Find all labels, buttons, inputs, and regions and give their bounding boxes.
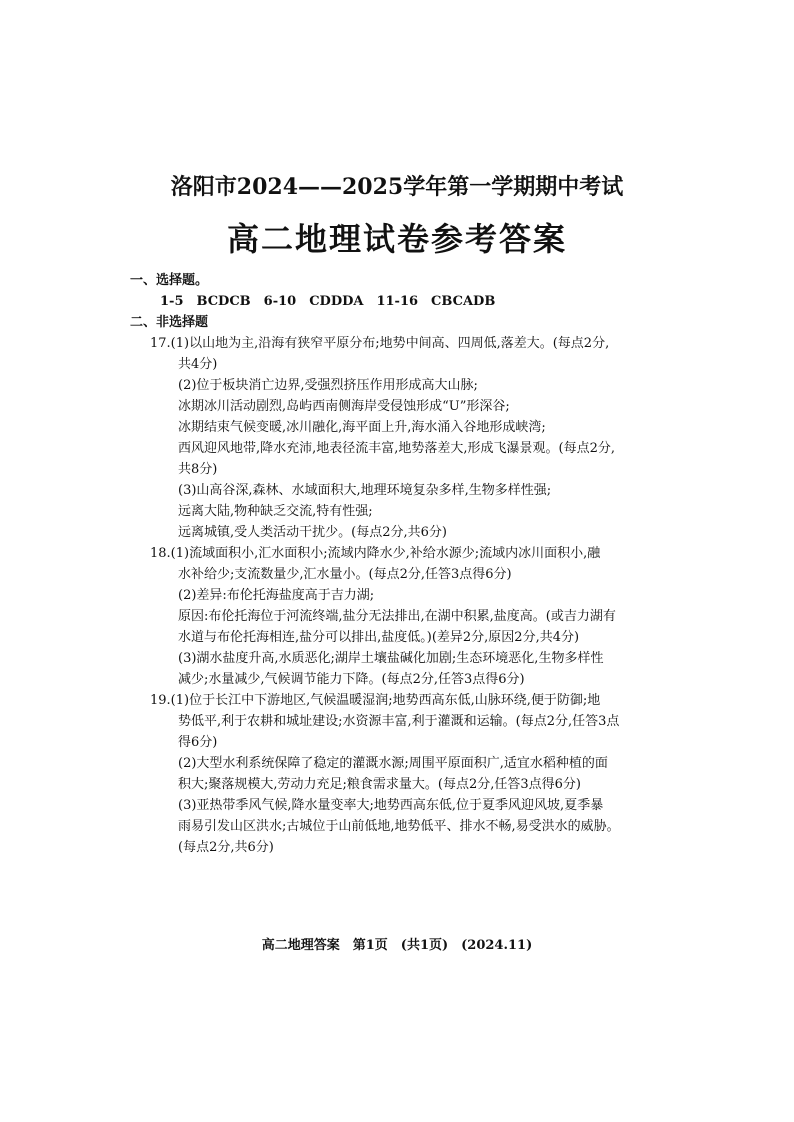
answer-line: 17.(1)以山地为主,沿海有狭窄平原分布;地势中间高、四周低,落差大。(每点2分,: [150, 336, 610, 351]
answer-line: (3)山高谷深,森林、水域面积大,地理环境复杂多样,生物多样性强;: [178, 483, 552, 498]
choice-answers: 1-5 BCDCB 6-10 CDDDA 11-16 CBCADB: [160, 294, 496, 309]
answer-line: 18.(1)流域面积小,汇水面积小;流域内降水少,补给水源少;流域内冰川面积小,融: [150, 546, 601, 561]
exam-title: 洛阳市2024——2025学年第一学期期中考试: [170, 174, 624, 200]
answer-line: 19.(1)位于长江中下游地区,气候温暖湿润;地势西高东低,山脉环绕,便于防御;地: [150, 693, 601, 708]
answer-line: 水补给少;支流数量少,汇水量小。(每点2分,任答3点得6分): [178, 567, 512, 582]
answer-line: 减少;水量减少,气候调节能力下降。(每点2分,任答3点得6分): [178, 672, 525, 687]
answer-line: (3)亚热带季风气候,降水量变率大;地势西高东低,位于夏季风迎风坡,夏季暴: [178, 798, 604, 813]
answer-line: 冰期结束气候变暖,冰川融化,海平面上升,海水涌入谷地形成峡湾;: [178, 420, 546, 435]
answer-content: [130, 270, 690, 858]
answer-line: 远离大陆,物种缺乏交流,特有性强;: [178, 504, 373, 519]
answer-key-title: 高二地理试卷参考答案: [226, 220, 567, 258]
answer-line: 原因:布伦托海位于河流终端,盐分无法排出,在湖中积累,盐度高。(或吉力湖有: [178, 609, 616, 624]
answer-line: (2)大型水利系统保障了稳定的灌溉水源;周围平原面积广,适宜水稻种植的面: [178, 756, 608, 771]
answer-line: 冰期冰川活动剧烈,岛屿西南侧海岸受侵蚀形成“U”形深谷;: [178, 399, 510, 414]
answer-line: 远离城镇,受人类活动干扰少。(每点2分,共6分): [178, 525, 447, 540]
answer-line: (2)位于板块消亡边界,受强烈挤压作用形成高大山脉;: [178, 378, 478, 393]
page-footer: 高二地理答案 第1页 (共1页) (2024.11): [261, 938, 533, 953]
section-heading-nonchoice: 二、非选择题: [130, 315, 209, 330]
answer-line: (2)差异:布伦托海盐度高于吉力湖;: [178, 588, 375, 603]
section-heading-choice: 一、选择题。: [130, 273, 209, 288]
answer-line: (3)湖水盐度升高,水质恶化;湖岸土壤盐碱化加剧;生态环境恶化,生物多样性: [178, 651, 604, 666]
answer-line: 共4分): [178, 357, 218, 372]
answer-line: 西风迎风地带,降水充沛,地表径流丰富,地势落差大,形成飞瀑景观。(每点2分,: [178, 441, 616, 456]
answer-line: 得6分): [178, 735, 218, 750]
answer-line: 雨易引发山区洪水;古城位于山前低地,地势低平、排水不畅,易受洪水的威胁。: [178, 819, 620, 834]
answer-line: (每点2分,共6分): [178, 840, 274, 855]
answer-line: 水道与布伦托海相连,盐分可以排出,盐度低。)(差异2分,原因2分,共4分): [178, 630, 580, 645]
answer-line: 积大;聚落规模大,劳动力充足;粮食需求量大。(每点2分,任答3点得6分): [178, 777, 581, 792]
answer-line: 共8分): [178, 462, 218, 477]
answer-line: 势低平,利于农耕和城址建设;水资源丰富,利于灌溉和运输。(每点2分,任答3点: [178, 714, 620, 729]
